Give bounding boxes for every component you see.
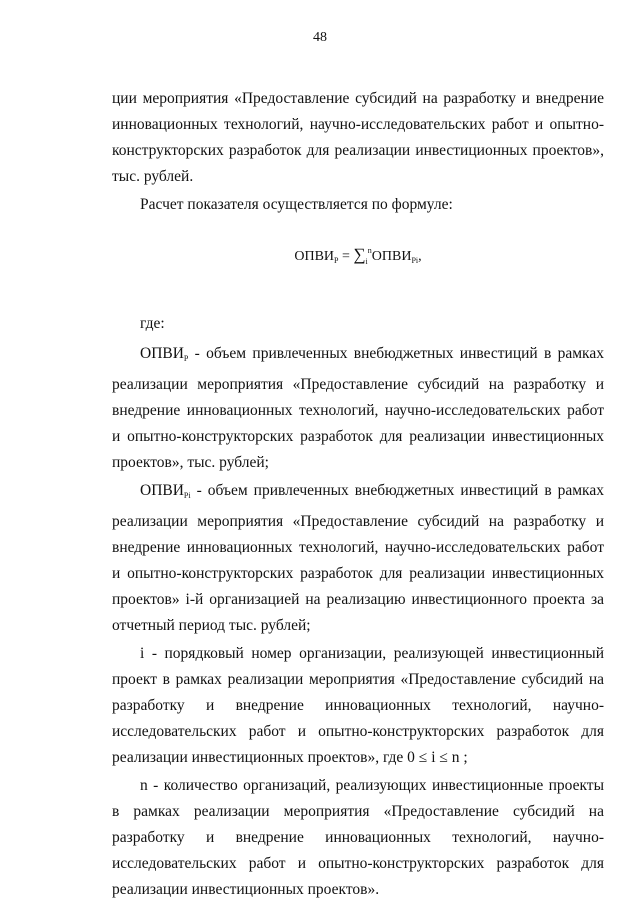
formula xyxy=(112,238,604,275)
definition-term-opvi-pi-subscript: Рi xyxy=(183,491,191,500)
formula-rhs-subscript: Рi xyxy=(411,256,419,265)
formula-rhs: ОПВИ xyxy=(371,249,412,264)
paragraph-definition-opvi-pi xyxy=(112,478,604,639)
formula-equals: = xyxy=(338,249,354,264)
definition-term-opvi-p: ОПВИ xyxy=(140,345,184,362)
page-number: 48 xyxy=(313,30,327,45)
definition-term-opvi-pi: ОПВИ xyxy=(140,482,184,499)
summation-lower-index: i xyxy=(365,257,368,266)
formula-end: , xyxy=(418,249,422,264)
paragraph-definition-opvi-p xyxy=(112,341,604,476)
definition-text-opvi-p: - объем привлеченных внебюджетных инвестиций в рамках реализации мероприятия «Предоставление субсидий на разработку и внедрение инновационных технологий, научно-исследовательских работ и опытно-конструкторских разработок для реализации инвестиционных проектов», тыс. рублей; xyxy=(112,345,604,471)
formula-lhs: ОПВИ xyxy=(294,249,335,264)
definition-term-opvi-p-subscript: Р xyxy=(183,354,189,363)
paragraph-definition-i: i - порядковый номер организации, реализующей инвестиционный проект в рамках реализации мероприятия «Предоставление субсидий на разработку и внедрение инновационных технологий, научно-исследовательских работ и опытно-конструкторских разработок для реализации инвестиционных проектов», где 0 ≤ i ≤ n ; xyxy=(112,645,604,766)
paragraph-intro-continuation: ции мероприятия «Предоставление субсидий на разработку и внедрение инновационных технологий, научно-исследовательских работ и опытно-конструкторских разработок для реализации инвестиционных проектов», тыс. рублей. xyxy=(112,90,604,185)
summation-symbol: ∑ xyxy=(353,245,366,264)
formula-lhs-subscript: Р xyxy=(334,256,339,265)
paragraph-formula-intro: Расчет показателя осуществляется по формуле: xyxy=(140,196,453,213)
paragraph-definition-n: n - количество организаций, реализующих инвестиционные проекты в рамках реализации мероприятия «Предоставление субсидий на разработку и внедрение инновационных технологий, научно-исследовательских работ и опытно-конструкторских разработок для реализации инвестиционных проектов». xyxy=(112,777,604,898)
summation-upper-index: n xyxy=(367,246,372,255)
document-body xyxy=(112,86,604,903)
definition-text-opvi-pi: - объем привлеченных внебюджетных инвестиций в рамках реализации мероприятия «Предоставление субсидий на разработку и внедрение инновационных технологий, научно-исследовательских работ и опытно-конструкторских разработок для реализации инвестиционных проектов» i-й организацией на реализацию инвестиционного проекта за отчетный период тыс. рублей; xyxy=(112,482,604,634)
paragraph-where: где: xyxy=(140,315,165,332)
